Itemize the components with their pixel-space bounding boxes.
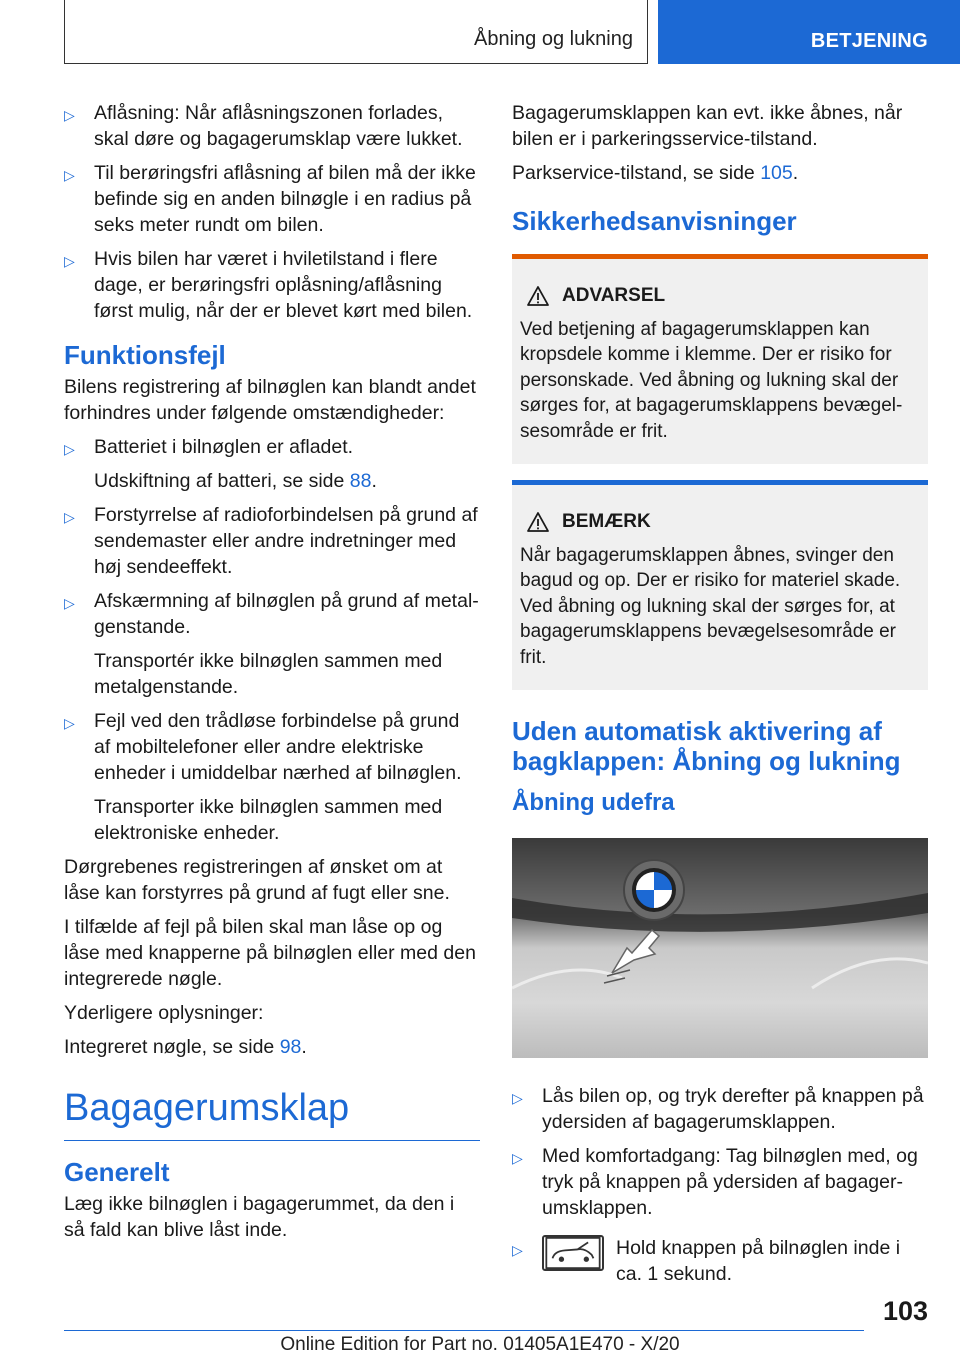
section-title: Åbning og lukning: [473, 28, 633, 50]
intro-text: Bilens registrering af bilnøglen kan blandt andet forhindres under følgende omstændigheder:: [64, 376, 476, 424]
notice-header: [526, 509, 920, 535]
list-item: ▷ Fejl ved den trådløse forbindelse på grund af mobiltelefoner eller andre elektriske enheder i umiddelbar nærhed af bilnøglen.: [64, 710, 462, 784]
bullet-triangle-icon: ▷: [64, 167, 75, 183]
notice-text: Når bagagerumsklappen åbnes, svinger den bagud og op. Der er risiko for materiel skade. Ved åbning og lukning skal der sørges for, at bagagerumsklappens bevægelsesområde er frit.: [520, 544, 901, 668]
list-item-note: Transporter ikke bilnøglen sammen med elektroniske enheder.: [94, 796, 443, 844]
page-link-98[interactable]: 98: [279, 1036, 302, 1058]
bullet-triangle-icon: ▷: [64, 441, 75, 457]
key-reference: Integreret nøgle, se side 98.: [64, 1036, 307, 1058]
heading-funktionsfejl: Funktionsfejl: [64, 340, 226, 370]
heading-uden-automatisk: Uden automatisk aktivering af bagklappen: Åbning og lukning: [512, 716, 901, 776]
list-item: ▷ Forstyrrelse af radioforbindelsen på grund af sendemaster eller andre indretninger med høj sendeeffekt.: [64, 504, 478, 578]
paragraph: I tilfælde af fejl på bilen skal man låse op og låse med knapperne på bilnøglen eller med den integrerede nøgle.: [64, 916, 476, 990]
tailgate-button-photo: [512, 838, 928, 1058]
list-item-note: Transportér ikke bilnøglen sammen med metalgenstande.: [94, 650, 443, 698]
bullet-triangle-icon: ▷: [64, 715, 75, 731]
right-column: [512, 100, 928, 1295]
list-item: ▷ Hvis bilen har været i hviletilstand i flere dage, er berøringsfri oplåsning/aflåsning først mulig, når der er blevet kørt med bilen.: [64, 248, 473, 322]
header-frame: [64, 0, 648, 64]
bullet-triangle-icon: ▷: [512, 1242, 523, 1258]
bullet-triangle-icon: ▷: [512, 1150, 523, 1166]
heading-bagagerumsklap: Bagagerumsklap: [64, 1086, 480, 1141]
warning-box: [512, 254, 928, 464]
list-item: ▷ Med komfortadgang: Tag bilnøglen med, og tryk på knappen på ydersiden af bagagerumsklappen.: [512, 1145, 918, 1219]
list-item: ▷ Aflåsning: Når aflåsningszonen forlades, skal døre og bagagerumsklap være lukket.: [64, 102, 463, 150]
heading-generelt: Generelt: [64, 1157, 170, 1187]
paragraph: Dørgrebenes registreringen af ønsket om at låse kan forstyrres på grund af fugt eller sne.: [64, 856, 450, 904]
bullet-triangle-icon: ▷: [64, 107, 75, 123]
notice-title: BEMÆRK: [562, 511, 651, 532]
list-item: ▷ Til berøringsfri aflåsning af bilen må der ikke befinde sig en anden bilnøgle i en radius på seks meter rundt om bilen.: [64, 162, 476, 236]
warning-title: ADVARSEL: [562, 285, 666, 306]
warning-triangle-icon: [526, 285, 550, 307]
heading-aabning-udefra: Åbning udefra: [512, 789, 675, 816]
left-column: [64, 100, 480, 1251]
parkservice-reference: Parkservice-tilstand, se side 105.: [512, 162, 799, 184]
bullet-triangle-icon: ▷: [64, 595, 75, 611]
footer-edition: Online Edition for Part no. 01405A1E470 - X/20: [280, 1334, 680, 1355]
paragraph: Yderligere oplysninger:: [64, 1002, 264, 1024]
chapter-tab: [658, 0, 960, 64]
bullet-triangle-icon: ▷: [512, 1090, 523, 1106]
warning-text: Ved betjening af bagagerumsklappen kan kropsdele komme i klemme. Der er risiko for personskade. Ved åbning og lukning skal der sørges for, at bagagerumsklappens bevægelsesområde er frit.: [520, 318, 903, 442]
page-link-105[interactable]: 105: [760, 162, 793, 184]
list-item: ▷ Afskærmning af bilnøglen på grund af metalgenstande.: [64, 590, 479, 638]
page-number: 103: [882, 1296, 928, 1326]
paragraph: Bagagerumsklappen kan evt. ikke åbnes, når bilen er i parkeringsservice-tilstand.: [512, 102, 903, 150]
list-item: ▷ Lås bilen op, og tryk derefter på knappen på ydersiden af bagagerumsklappen.: [512, 1085, 924, 1133]
battery-reference: Udskiftning af batteri, se side 88.: [94, 470, 377, 492]
chapter-title: BETJENING: [810, 30, 928, 52]
heading-sikkerhedsanvisninger: Sikkerhedsanvisninger: [512, 206, 797, 236]
tailgate-key-button-icon: [542, 1235, 604, 1271]
bullet-triangle-icon: ▷: [64, 253, 75, 269]
warning-header: [526, 283, 920, 309]
paragraph: Læg ikke bilnøglen i bagagerummet, da den i så fald kan blive låst inde.: [64, 1193, 455, 1241]
page-link-88[interactable]: 88: [349, 470, 372, 492]
bullet-triangle-icon: ▷: [64, 509, 75, 525]
footer-divider: [64, 1330, 864, 1331]
list-item: ▷ Batteriet i bilnøglen er afladet.: [64, 434, 480, 460]
warning-triangle-icon: [526, 511, 550, 533]
notice-box: [512, 480, 928, 690]
list-item: ▷ Hold knappen på bilnøglen inde i ca. 1 sekund.: [512, 1237, 901, 1285]
